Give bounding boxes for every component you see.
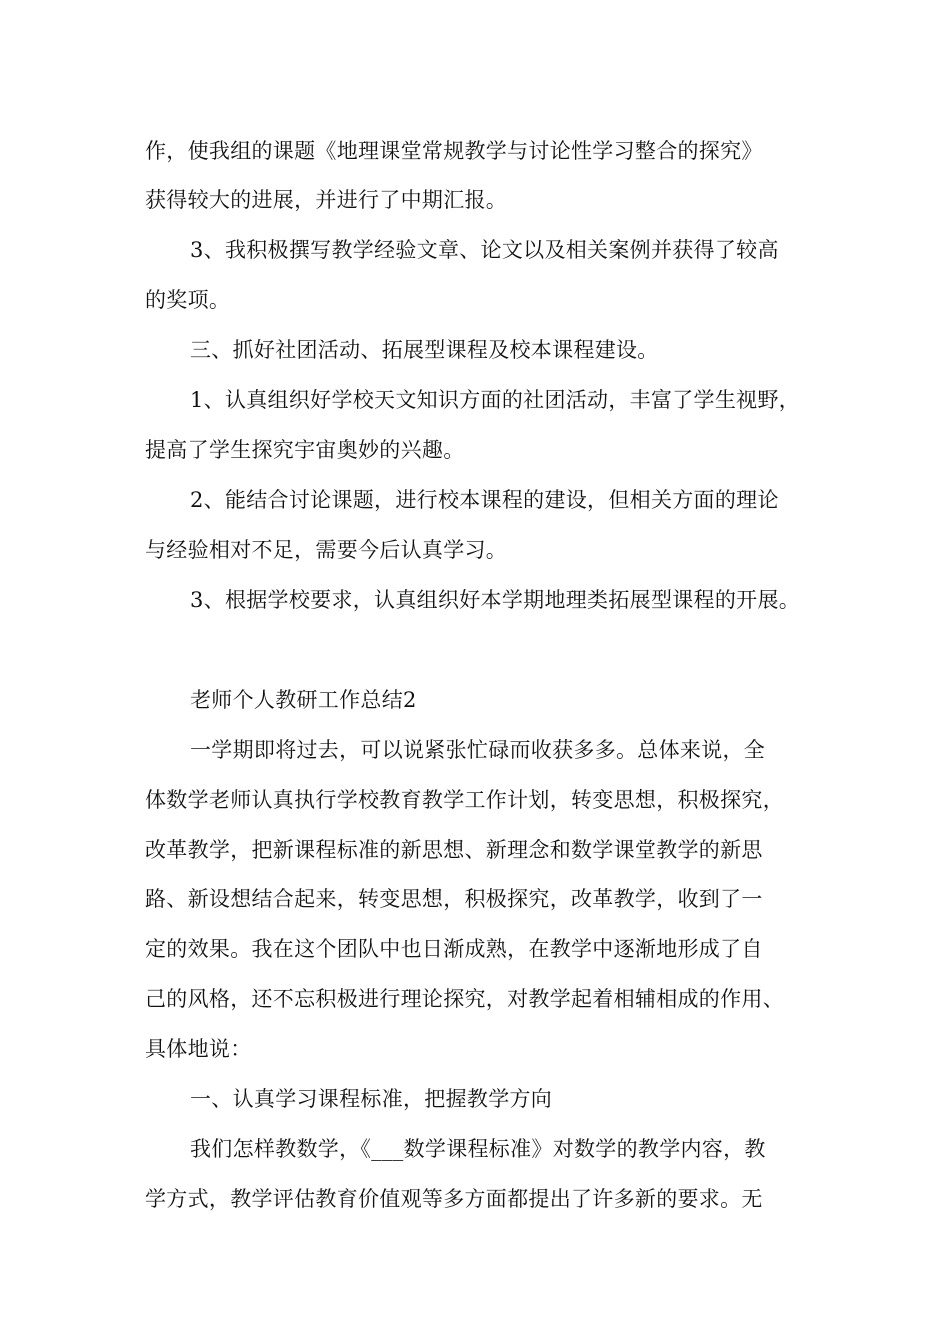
text-line: 一学期即将过去，可以说紧张忙碌而收获多多。总体来说，全 <box>190 738 766 762</box>
text-line: 3、根据学校要求，认真组织好本学期地理类拓展型课程的开展。 <box>190 588 801 612</box>
text-line: 体数学老师认真执行学校教育教学工作计划，转变思想，积极探究， <box>145 788 784 812</box>
text-line: 改革教学，把新课程标准的新思想、新理念和数学课堂教学的新思 <box>145 838 763 862</box>
section-heading: 三、抓好社团活动、拓展型课程及校本课程建设。 <box>190 338 659 362</box>
text-line: 定的效果。我在这个团队中也日渐成熟，在教学中逐渐地形成了自 <box>145 937 763 961</box>
article-title: 老师个人教研工作总结2 <box>190 688 417 712</box>
text-line: 获得较大的进展，并进行了中期汇报。 <box>145 188 508 212</box>
text-line: 我们怎样教数学，《___数学课程标准》对数学的教学内容，教 <box>190 1137 766 1161</box>
text-line: 己的风格，还不忘积极进行理论探究，对教学起着相辅相成的作用、 <box>145 987 784 1011</box>
text-line: 具体地说： <box>145 1037 252 1061</box>
text-line: 与经验相对不足，需要今后认真学习。 <box>145 538 508 562</box>
text-line: 1、认真组织好学校天文知识方面的社团活动，丰富了学生视野， <box>190 388 801 412</box>
text-line: 学方式，教学评估教育价值观等多方面都提出了许多新的要求。无 <box>145 1187 763 1211</box>
text-line: 的奖项。 <box>145 288 231 312</box>
text-line: 3、我积极撰写教学经验文章、论文以及相关案例并获得了较高 <box>190 238 779 262</box>
text-line: 提高了学生探究宇宙奥妙的兴趣。 <box>145 438 465 462</box>
text-line: 2、能结合讨论课题，进行校本课程的建设，但相关方面的理论 <box>190 488 779 512</box>
text-line: 作，使我组的课题《地理课堂常规教学与讨论性学习整合的探究》 <box>145 139 763 163</box>
text-line: 路、新设想结合起来，转变思想，积极探究，改革教学，收到了一 <box>145 887 763 911</box>
section-heading: 一、认真学习课程标准，把握教学方向 <box>190 1087 553 1111</box>
